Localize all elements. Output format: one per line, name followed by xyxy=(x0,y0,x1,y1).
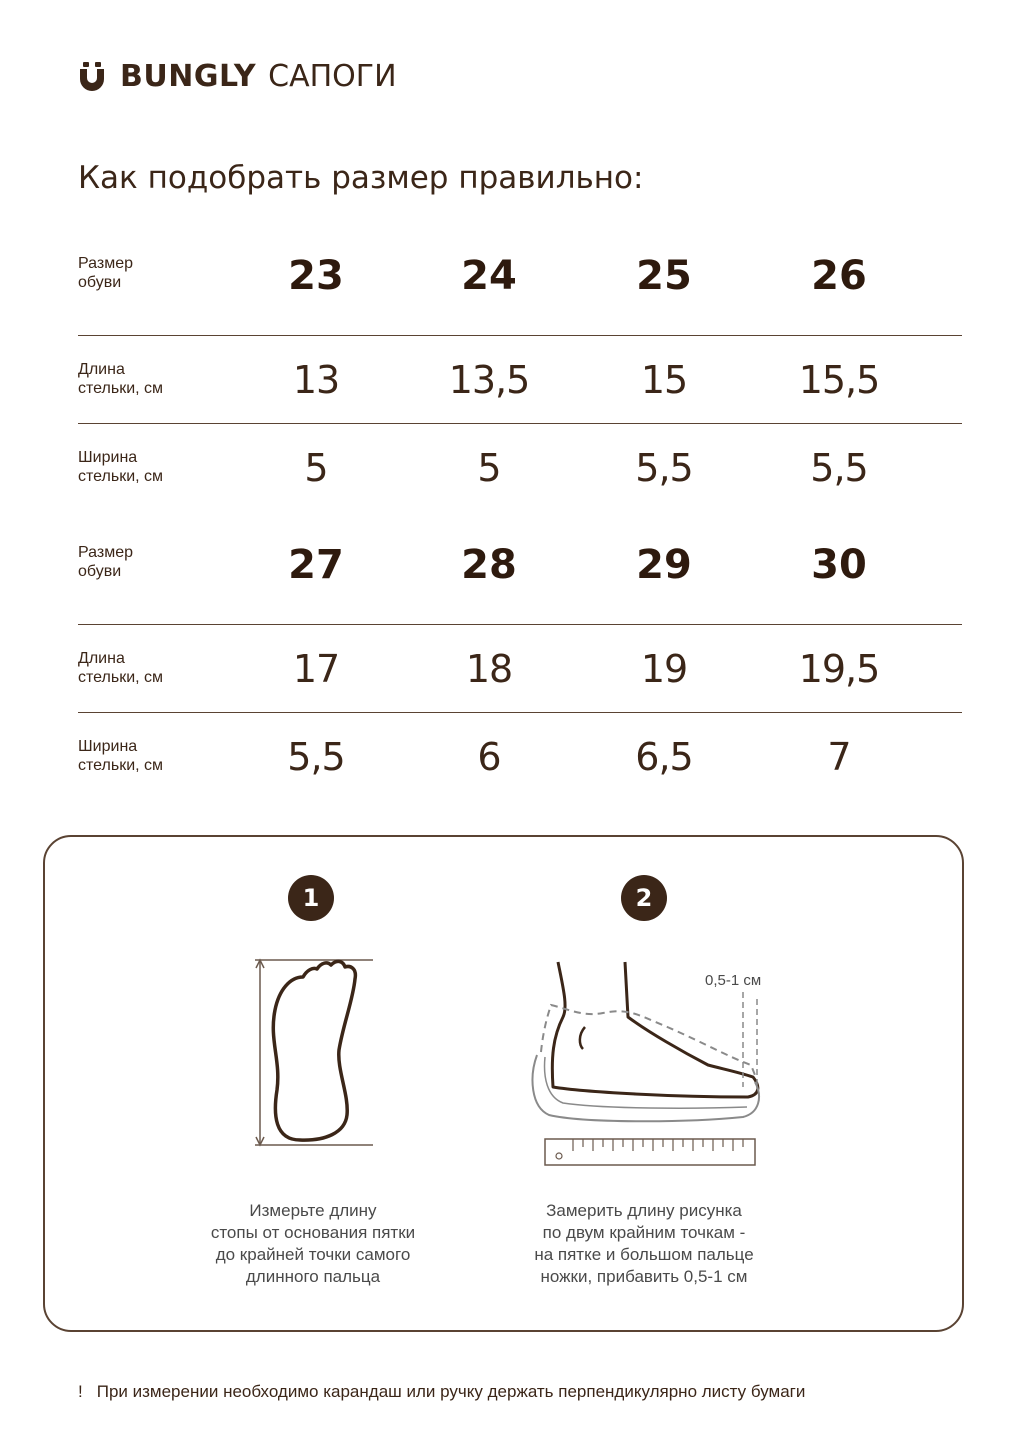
width-value: 7 xyxy=(827,735,851,779)
length-row-label: Длина стельки, см xyxy=(78,361,164,397)
instructions-box xyxy=(43,835,964,1332)
width-value: 5 xyxy=(304,446,328,490)
length-row xyxy=(78,336,962,424)
width-row xyxy=(78,713,962,801)
width-value: 5,5 xyxy=(635,446,693,490)
width-value: 6 xyxy=(477,735,501,779)
size-value: 29 xyxy=(636,542,692,588)
length-value: 15 xyxy=(640,358,688,402)
width-value: 5 xyxy=(477,446,501,490)
length-row xyxy=(78,625,962,713)
width-value: 6,5 xyxy=(635,735,693,779)
step-1-badge: 1 xyxy=(288,875,334,921)
foot-in-shoe-icon xyxy=(523,957,763,1172)
size-value: 27 xyxy=(288,542,344,588)
size-value: 30 xyxy=(811,542,867,588)
brand-name: BUNGLY xyxy=(120,58,257,94)
size-table-1 xyxy=(78,248,962,512)
length-value: 15,5 xyxy=(798,358,880,402)
width-row-label: Ширина стельки, см xyxy=(78,449,164,485)
foot-outline-icon xyxy=(245,955,375,1150)
length-value: 13,5 xyxy=(448,358,530,402)
width-value: 5,5 xyxy=(810,446,868,490)
size-row xyxy=(78,537,962,625)
warning-mark: ! xyxy=(78,1382,83,1401)
length-value: 17 xyxy=(292,647,340,691)
size-value: 25 xyxy=(636,253,692,299)
size-value: 23 xyxy=(288,253,344,299)
length-row-label: Длина стельки, см xyxy=(78,650,164,686)
size-value: 28 xyxy=(461,542,517,588)
width-row-label: Ширина стельки, см xyxy=(78,738,164,774)
header xyxy=(78,56,397,96)
size-value: 24 xyxy=(461,253,517,299)
size-row-label: Размер обуви xyxy=(78,544,133,580)
width-row xyxy=(78,424,962,512)
length-value: 13 xyxy=(292,358,340,402)
length-value: 19,5 xyxy=(798,647,880,691)
footnote-text: При измерении необходимо карандаш или ручку держать перпендикулярно листу бумаги xyxy=(96,1382,806,1401)
step-2-caption: Замерить длину рисунка по двум крайним точкам - на пятке и большом пальце ножки, прибавить 0,5-1 см xyxy=(534,1201,754,1286)
size-value: 26 xyxy=(811,253,867,299)
smile-cup-icon xyxy=(78,59,106,93)
footnote xyxy=(78,1382,805,1402)
product-name: САПОГИ xyxy=(268,58,397,94)
tolerance-label: 0,5-1 см xyxy=(705,972,762,989)
page-title: Как подобрать размер правильно: xyxy=(78,160,644,196)
size-table-2 xyxy=(78,537,962,801)
step-1-caption: Измерьте длину стопы от основания пятки до крайней точки самого длинного пальца xyxy=(210,1201,416,1286)
step-2-badge: 2 xyxy=(621,875,667,921)
length-value: 19 xyxy=(640,647,688,691)
width-value: 5,5 xyxy=(287,735,345,779)
size-row xyxy=(78,248,962,336)
length-value: 18 xyxy=(465,647,513,691)
size-row-label: Размер обуви xyxy=(78,255,133,291)
